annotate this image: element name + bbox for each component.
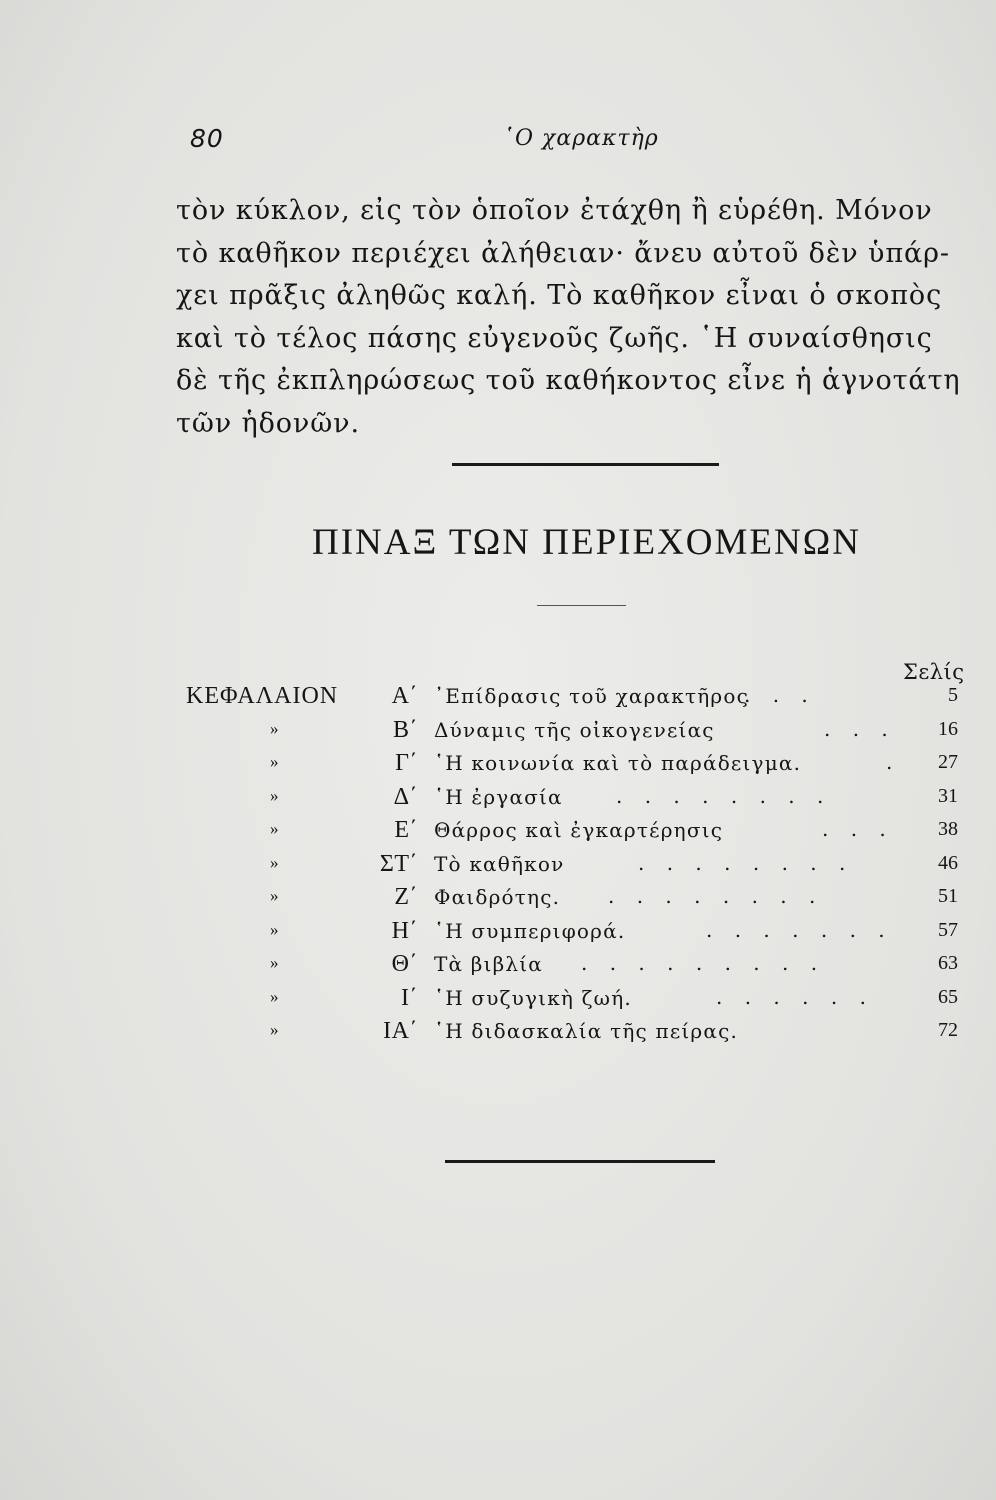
page-ref: 27 [938,751,958,773]
leader-dots: . . . . . . . [706,917,893,942]
leader-dots: . . . . . . . . [616,783,832,808]
chapter-number: Α΄ [391,683,418,709]
body-line: δὲ τῆς ἐκπληρώσεως τοῦ καθήκοντος εἶνε ἡ ἁγνοτάτη [176,365,961,397]
chapter-number: Δ΄ [393,783,418,810]
toc-row [186,1018,966,1052]
body-line: καὶ τὸ τέλος πάσης εὐγενοῦς ζωῆς. ῾Η συναίσθησις [176,322,933,354]
chapter-title: Θάρρος καὶ ἐγκαρτέρησις [434,818,724,842]
page-ref: 5 [948,684,958,706]
leader-dots: . . . [822,817,894,841]
leader-dots: . . . . . . . . [608,884,824,908]
ditto-mark: » [270,785,279,805]
chapter-title: ῾Η ἐργασία [434,784,563,809]
chapter-title: ῾Η κοινωνία καὶ τὸ παράδειγμα. [434,751,802,775]
chapter-title: Δύναμις τῆς οἰκογενείας [434,717,715,742]
page-number: 80 [190,124,224,153]
toc-row [186,884,966,918]
leader-dots: . . . . . . [716,984,874,1009]
page-ref: 46 [938,851,958,874]
ditto-mark: » [270,953,279,972]
section-divider [452,463,719,466]
ditto-mark: » [270,919,279,939]
chapter-title: ῾Η συζυγικὴ ζωή. [434,985,632,1010]
chapter-label: ΚΕΦΑΛΑΙΟΝ [186,683,339,709]
chapter-number: Ζ΄ [394,884,418,910]
chapter-number: ΣΤ΄ [379,850,418,877]
ditto-mark: » [270,852,279,872]
body-line: χει πρᾶξις ἀληθῶς καλή. Τὸ καθῆκον εἶναι ὁ σκοπὸς [176,280,943,312]
toc-row [186,784,966,818]
chapter-number: ΙΑ΄ [383,1018,418,1044]
chapter-title: ῾Η συμπεριφορά. [434,918,626,943]
toc-row [186,750,966,784]
chapter-title: Τὰ βιβλία [434,952,543,976]
leader-dots: . . . . . . . . [638,850,854,875]
leader-dots: . . . [824,716,896,741]
chapter-title: Τὸ καθῆκον [434,851,565,876]
toc-row [186,851,966,885]
leader-dots: . [886,750,901,774]
toc-row [186,951,966,985]
page-header [190,124,950,164]
toc-row [186,683,966,717]
ditto-mark: » [270,718,279,738]
ditto-mark: » [270,886,279,905]
chapter-number: Β΄ [393,716,418,743]
body-line: τὸν κύκλον, εἰς τὸν ὁποῖον ἐτάχθη ἢ εὑρέθη. Μόνον [176,195,933,226]
body-line: τῶν ἡδονῶν. [176,407,360,439]
chapter-title: ᾿Επίδρασις τοῦ χαρακτῆρος [434,684,749,708]
page-column-header: Σελίς [903,660,965,684]
chapter-title: ῾Η διδασκαλία τῆς πείρας. [434,1019,739,1043]
page-ref: 51 [938,885,958,907]
ditto-mark: » [270,986,279,1006]
toc-row [186,918,966,952]
page-ref: 38 [938,818,958,840]
chapter-number: Ι΄ [401,984,418,1011]
toc-title: ΠΙΝΑΞ ΤΩΝ ΠΕΡΙΕΧΟΜΕΝΩΝ [312,522,861,563]
chapter-number: Η΄ [391,917,418,944]
chapter-title: Φαιδρότης. [434,885,561,909]
running-title: ῾Ο χαρακτὴρ [503,126,659,151]
body-paragraph [176,190,966,446]
page-ref: 16 [938,717,958,740]
ditto-mark: » [270,819,279,838]
page-ref: 63 [938,952,958,974]
end-divider [445,1160,715,1163]
page-ref: 57 [938,918,958,941]
chapter-number: Γ΄ [395,750,418,776]
body-line: τὸ καθῆκον περιέχει ἀλήθειαν· ἄνευ αὐτοῦ δὲν ὑπάρ- [176,237,950,269]
page-ref: 65 [938,985,958,1008]
title-underline [537,605,626,606]
leader-dots: . . . . . . . . . [581,951,826,975]
table-of-contents [186,683,966,1052]
toc-row [186,817,966,851]
chapter-number: Θ΄ [391,951,418,977]
ditto-mark: » [270,1020,279,1039]
page-ref: 72 [938,1019,958,1041]
leader-dots: . . . [744,683,816,707]
toc-row [186,717,966,751]
page-ref: 31 [938,784,958,807]
chapter-number: Ε΄ [394,817,418,843]
ditto-mark: » [270,752,279,771]
toc-row [186,985,966,1019]
